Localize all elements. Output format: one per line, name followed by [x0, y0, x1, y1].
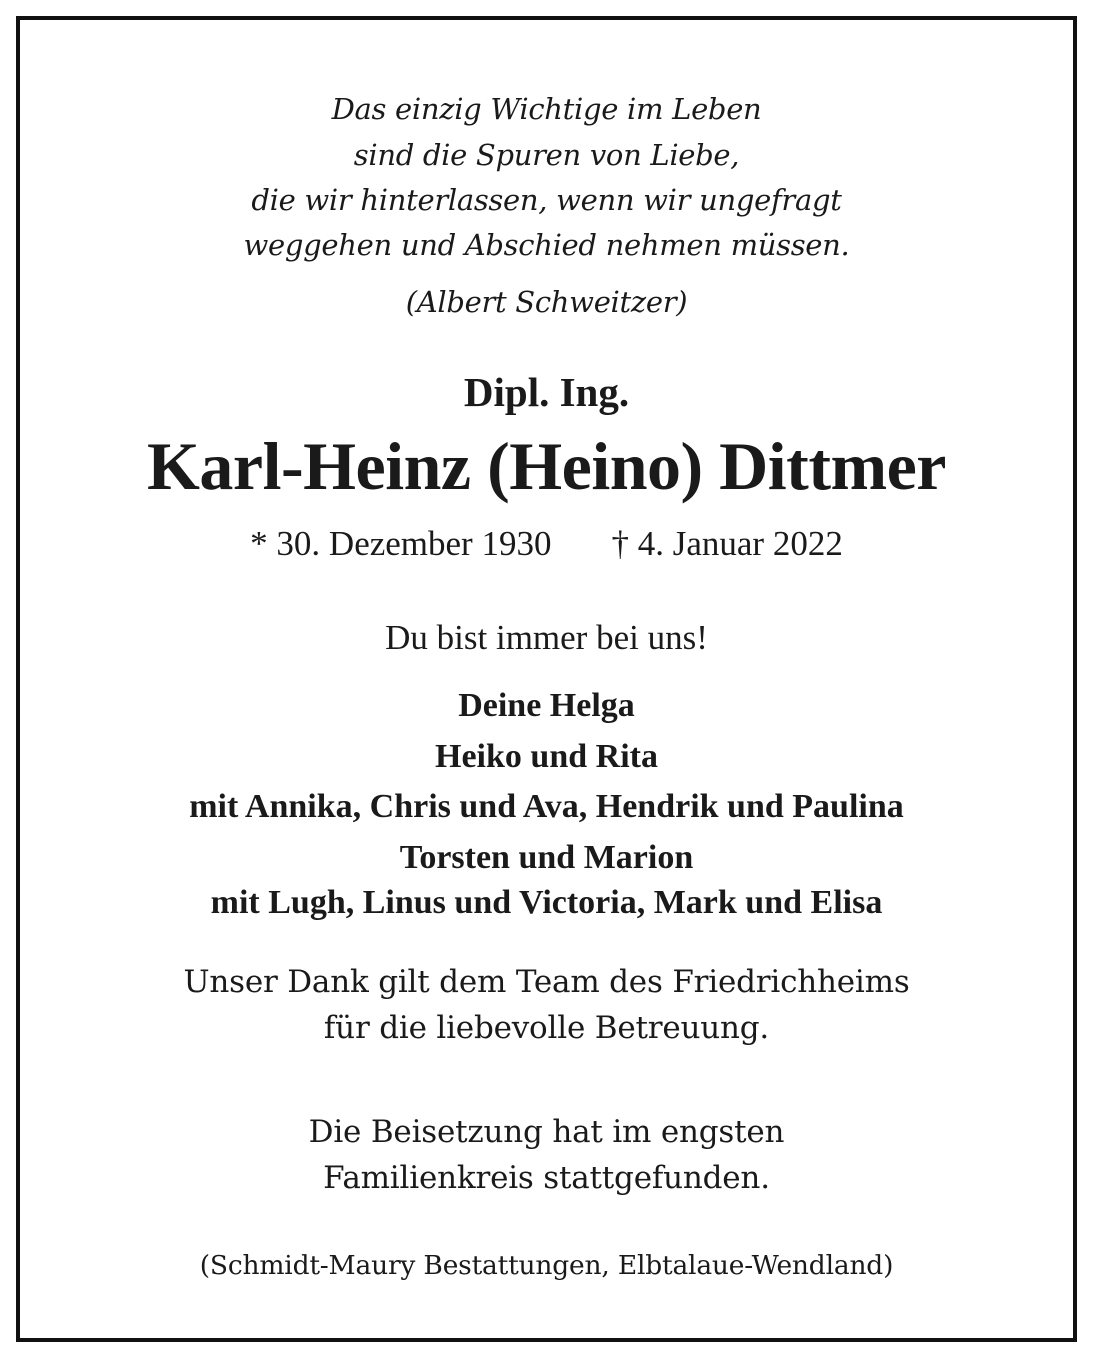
birth-date: * 30. Dezember 1930 — [250, 524, 552, 563]
thanks-line: für die liebevolle Betreuung. — [323, 1010, 770, 1046]
family-line: mit Annika, Chris und Ava, Hendrik und Paulina — [189, 788, 904, 825]
family-line: mit Lugh, Linus und Victoria, Mark und Elisa — [210, 884, 883, 921]
motto: Du bist immer bei uns! — [385, 618, 708, 657]
deceased-name: Karl-Heinz (Heino) Dittmer — [147, 428, 946, 504]
undertaker-note: (Schmidt-Maury Bestattungen, Elbtalaue-Wendland) — [199, 1250, 894, 1281]
thanks-line: Unser Dank gilt dem Team des Friedrichheims — [183, 964, 910, 1000]
burial-line: Die Beisetzung hat im engsten — [308, 1114, 785, 1150]
quote-line: weggehen und Abschied nehmen müssen. — [243, 228, 850, 262]
death-date: † 4. Januar 2022 — [611, 524, 843, 563]
quote-line: Das einzig Wichtige im Leben — [331, 92, 762, 126]
quote-author: (Albert Schweitzer) — [405, 285, 688, 319]
family-line: Torsten und Marion — [399, 839, 694, 876]
family-line: Heiko und Rita — [435, 738, 658, 775]
quote-line: sind die Spuren von Liebe, — [353, 138, 740, 172]
quote-line: die wir hinterlassen, wenn wir ungefragt — [251, 183, 842, 217]
life-dates — [20, 524, 1073, 564]
obituary-frame — [16, 16, 1077, 1342]
burial-line: Familienkreis stattgefunden. — [323, 1160, 770, 1196]
academic-title: Dipl. Ing. — [463, 369, 630, 415]
family-line: Deine Helga — [458, 687, 635, 724]
